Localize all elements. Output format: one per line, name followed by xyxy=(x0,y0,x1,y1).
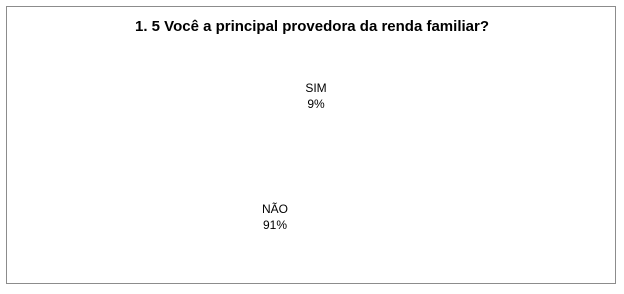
pie-slices xyxy=(212,70,388,246)
chart-title: 1. 5 Você a principal provedora da renda familiar? xyxy=(134,18,489,35)
slice-category-label: SIM xyxy=(305,81,327,95)
slice-value-label: 91% xyxy=(262,218,288,232)
slice-value-label: 9% xyxy=(307,97,325,111)
slice-category-label: NÃO xyxy=(261,202,289,216)
pie-slice-não xyxy=(212,70,388,246)
